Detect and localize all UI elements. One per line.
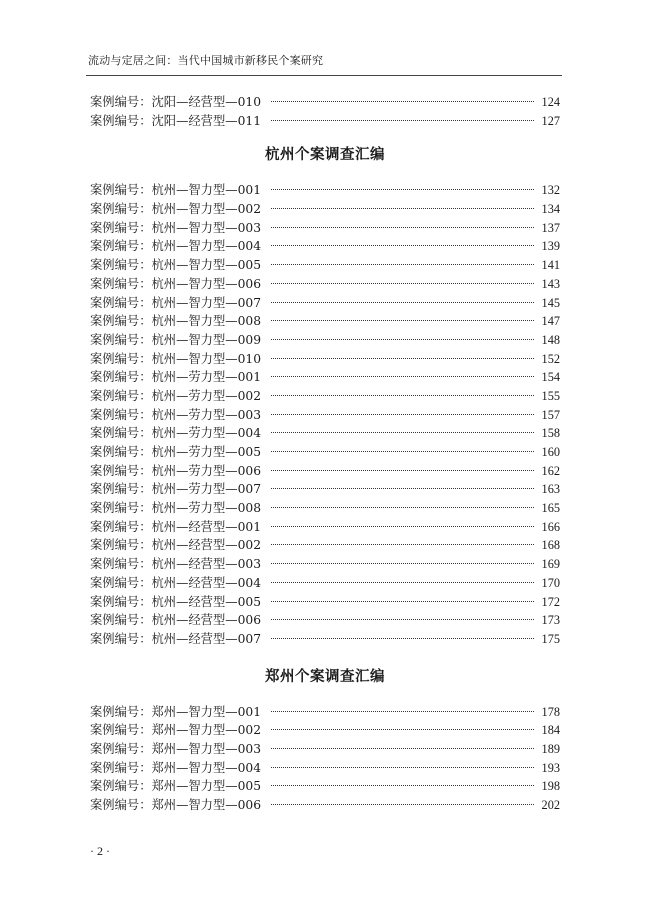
toc-dot-leader bbox=[271, 488, 534, 489]
toc-entry[interactable] bbox=[90, 256, 560, 275]
toc-dot-leader bbox=[271, 582, 534, 583]
toc-entry-page: 166 bbox=[541, 519, 560, 534]
toc-entry-title: 案例编号：杭州—经营型—005 bbox=[90, 594, 262, 609]
toc-entry-page: 175 bbox=[541, 631, 560, 646]
toc-entry-page: 134 bbox=[541, 202, 560, 217]
toc-entry-page: 158 bbox=[541, 426, 560, 441]
toc-entry[interactable] bbox=[90, 93, 560, 112]
toc-entry[interactable] bbox=[90, 611, 560, 630]
toc-dot-leader bbox=[271, 470, 534, 471]
toc-dot-leader bbox=[271, 544, 534, 545]
toc-dot-leader bbox=[271, 120, 534, 121]
toc-entry[interactable] bbox=[90, 796, 560, 815]
toc-dot-leader bbox=[271, 767, 534, 768]
toc-entry-page: 162 bbox=[541, 463, 560, 478]
toc-entry-page: 172 bbox=[541, 594, 560, 609]
toc-dot-leader bbox=[271, 526, 534, 527]
toc-entry-page: 160 bbox=[541, 445, 560, 459]
toc-entry-title: 案例编号：郑州—智力型—003 bbox=[90, 741, 262, 756]
toc-entry[interactable] bbox=[90, 740, 560, 759]
toc-entry-page: 173 bbox=[541, 613, 560, 628]
toc-entry-title: 案例编号：郑州—智力型—005 bbox=[90, 779, 262, 794]
toc-entry-title: 案例编号：杭州—劳力型—006 bbox=[90, 463, 262, 478]
toc-entry-page: 157 bbox=[541, 407, 560, 422]
toc-entry[interactable] bbox=[90, 574, 560, 593]
toc-dot-leader bbox=[271, 101, 534, 102]
toc-entry[interactable] bbox=[90, 777, 560, 796]
toc-entry[interactable] bbox=[90, 462, 560, 481]
toc-entry-title: 案例编号：杭州—智力型—009 bbox=[90, 332, 262, 347]
toc-entry-title: 案例编号：杭州—智力型—005 bbox=[90, 258, 262, 273]
toc-entry[interactable] bbox=[90, 387, 560, 406]
toc-entry[interactable] bbox=[90, 275, 560, 294]
toc-entry-page: 184 bbox=[541, 723, 560, 738]
toc-entry-title: 案例编号：杭州—劳力型—005 bbox=[90, 445, 262, 459]
section-heading-zhengzhou: 郑州个案调查汇编 bbox=[265, 668, 385, 685]
toc-entry[interactable] bbox=[90, 518, 560, 537]
toc-entry-page: 163 bbox=[541, 482, 560, 497]
toc-entry[interactable] bbox=[90, 593, 560, 612]
toc-entry-title: 案例编号：沈阳—经营型—011 bbox=[90, 113, 262, 128]
toc-dot-leader bbox=[271, 208, 534, 209]
toc-entry-page: 155 bbox=[541, 388, 560, 403]
toc-dot-leader bbox=[271, 785, 534, 786]
toc-entry[interactable] bbox=[90, 181, 560, 200]
toc-entry-page: 145 bbox=[541, 295, 560, 310]
toc-entry-title: 案例编号：杭州—劳力型—007 bbox=[90, 482, 262, 497]
toc-dot-leader bbox=[271, 711, 534, 712]
toc-entry-title: 案例编号：沈阳—经营型—010 bbox=[90, 95, 262, 109]
toc-entry[interactable] bbox=[90, 759, 560, 778]
toc-dot-leader bbox=[271, 358, 534, 359]
toc-dot-leader bbox=[271, 320, 534, 321]
toc-entry[interactable] bbox=[90, 630, 560, 649]
toc-entry[interactable] bbox=[90, 499, 560, 518]
toc-entry-title: 案例编号：杭州—智力型—003 bbox=[90, 220, 262, 235]
toc-entry[interactable] bbox=[90, 555, 560, 574]
toc-entry-title: 案例编号：杭州—智力型—006 bbox=[90, 276, 262, 291]
toc-entry-title: 案例编号：郑州—智力型—004 bbox=[90, 760, 262, 775]
toc-entry-title: 案例编号：杭州—劳力型—003 bbox=[90, 407, 262, 422]
toc-dot-leader bbox=[271, 376, 534, 377]
toc-section-shenyang bbox=[90, 93, 560, 130]
toc-entry-title: 案例编号：杭州—劳力型—004 bbox=[90, 426, 262, 441]
toc-entry-page: 189 bbox=[541, 741, 560, 756]
toc-entry-page: 169 bbox=[541, 557, 560, 572]
toc-dot-leader bbox=[271, 414, 534, 415]
toc-entry-title: 案例编号：杭州—智力型—002 bbox=[90, 202, 262, 217]
toc-dot-leader bbox=[271, 264, 534, 265]
toc-entry-page: 165 bbox=[541, 501, 560, 516]
header-rule bbox=[86, 75, 562, 76]
toc-entry-title: 案例编号：杭州—劳力型—001 bbox=[90, 370, 262, 385]
toc-entry-page: 152 bbox=[541, 351, 560, 366]
toc-dot-leader bbox=[271, 302, 534, 303]
toc-dot-leader bbox=[271, 563, 534, 564]
toc-entry-title: 案例编号：杭州—劳力型—008 bbox=[90, 501, 262, 516]
toc-entry-page: 139 bbox=[541, 239, 560, 254]
toc-entry-title: 案例编号：杭州—智力型—008 bbox=[90, 314, 262, 329]
toc-dot-leader bbox=[271, 339, 534, 340]
toc-entry-page: 147 bbox=[541, 314, 560, 329]
toc-dot-leader bbox=[271, 395, 534, 396]
toc-entry[interactable] bbox=[90, 350, 560, 369]
toc-entry-page: 132 bbox=[541, 183, 560, 198]
toc-entry[interactable] bbox=[90, 331, 560, 350]
toc-entry-page: 170 bbox=[541, 575, 560, 590]
toc-entry[interactable] bbox=[90, 443, 560, 462]
toc-entry[interactable] bbox=[90, 406, 560, 425]
toc-entry-title: 案例编号：杭州—劳力型—002 bbox=[90, 388, 262, 403]
toc-entry[interactable] bbox=[90, 294, 560, 313]
toc-entry-title: 案例编号：杭州—经营型—003 bbox=[90, 557, 262, 572]
toc-dot-leader bbox=[271, 804, 534, 805]
toc-entry-title: 案例编号：郑州—智力型—006 bbox=[90, 798, 262, 812]
toc-dot-leader bbox=[271, 619, 534, 620]
section-heading-hangzhou: 杭州个案调查汇编 bbox=[265, 147, 385, 164]
toc-dot-leader bbox=[271, 432, 534, 433]
toc-entry[interactable] bbox=[90, 312, 560, 331]
toc-entry-title: 案例编号：杭州—智力型—010 bbox=[90, 351, 262, 366]
toc-dot-leader bbox=[271, 451, 534, 452]
toc-entry[interactable] bbox=[90, 368, 560, 387]
toc-dot-leader bbox=[271, 638, 534, 639]
toc-entry[interactable] bbox=[90, 200, 560, 219]
toc-entry-title: 案例编号：郑州—智力型—001 bbox=[90, 704, 262, 719]
toc-entry-page: 141 bbox=[541, 258, 560, 273]
toc-entry-title: 案例编号：杭州—经营型—007 bbox=[90, 631, 262, 646]
toc-entry-title: 案例编号：杭州—智力型—007 bbox=[90, 295, 262, 310]
toc-dot-leader bbox=[271, 227, 534, 228]
toc-dot-leader bbox=[271, 283, 534, 284]
toc-entry-page: 154 bbox=[541, 370, 560, 385]
toc-entry[interactable] bbox=[90, 480, 560, 499]
toc-dot-leader bbox=[271, 507, 534, 508]
toc-entry[interactable] bbox=[90, 237, 560, 256]
toc-dot-leader bbox=[271, 748, 534, 749]
toc-entry-title: 案例编号：杭州—经营型—001 bbox=[90, 519, 262, 534]
toc-entry-page: 168 bbox=[541, 538, 560, 553]
toc-entry-title: 案例编号：杭州—经营型—004 bbox=[90, 575, 262, 590]
toc-entry[interactable] bbox=[90, 112, 560, 131]
toc-content bbox=[90, 93, 560, 815]
toc-entry-page: 178 bbox=[541, 704, 560, 719]
toc-entry-page: 127 bbox=[541, 113, 560, 128]
toc-section-hangzhou bbox=[90, 181, 560, 648]
toc-dot-leader bbox=[271, 729, 534, 730]
toc-dot-leader bbox=[271, 189, 534, 190]
toc-entry[interactable] bbox=[90, 721, 560, 740]
toc-entry-title: 案例编号：杭州—智力型—001 bbox=[90, 183, 262, 198]
toc-dot-leader bbox=[271, 601, 534, 602]
toc-entry-page: 148 bbox=[541, 332, 560, 347]
toc-entry-page: 143 bbox=[541, 276, 560, 291]
toc-entry-page: 137 bbox=[541, 220, 560, 235]
toc-entry[interactable] bbox=[90, 536, 560, 555]
toc-dot-leader bbox=[271, 245, 534, 246]
toc-entry-title: 案例编号：杭州—经营型—006 bbox=[90, 613, 262, 628]
toc-entry[interactable] bbox=[90, 219, 560, 238]
toc-entry-page: 198 bbox=[541, 779, 560, 794]
toc-entry-title: 案例编号：郑州—智力型—002 bbox=[90, 723, 262, 738]
toc-entry-page: 202 bbox=[541, 798, 560, 812]
toc-entry-title: 案例编号：杭州—经营型—002 bbox=[90, 538, 262, 553]
toc-entry-page: 124 bbox=[541, 95, 560, 109]
toc-entry[interactable] bbox=[90, 424, 560, 443]
running-header: 流动与定居之间：当代中国城市新移民个案研究 bbox=[88, 54, 324, 67]
toc-section-zhengzhou bbox=[90, 703, 560, 815]
page-number: · 2 · bbox=[90, 844, 110, 858]
toc-entry-title: 案例编号：杭州—智力型—004 bbox=[90, 239, 262, 254]
toc-entry[interactable] bbox=[90, 703, 560, 722]
toc-entry-page: 193 bbox=[541, 760, 560, 775]
